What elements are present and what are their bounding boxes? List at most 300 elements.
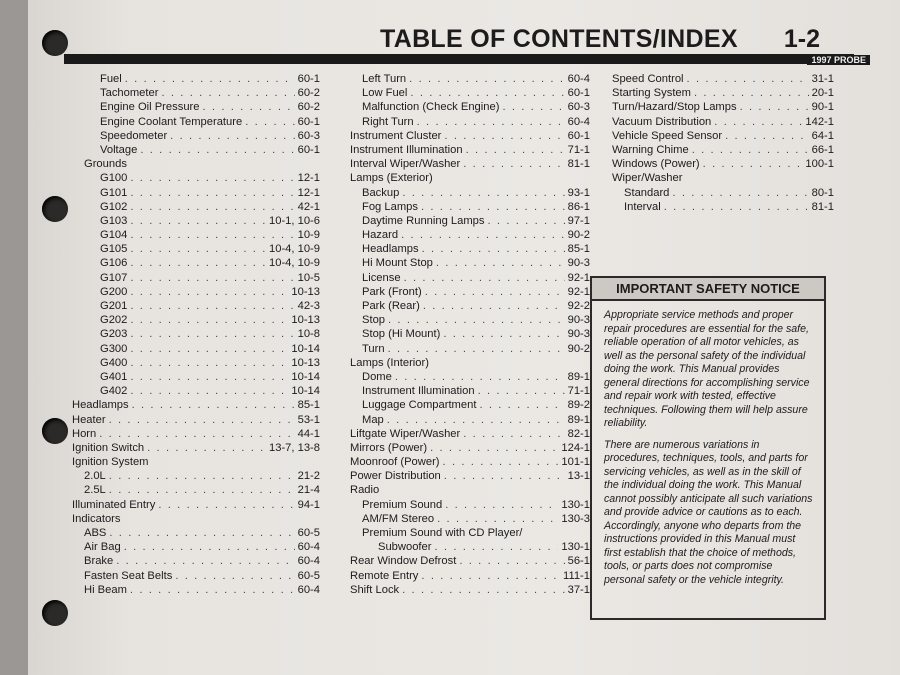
index-entry-label: G401 — [100, 370, 128, 383]
index-entry-label: Fasten Seat Belts — [84, 569, 173, 582]
dot-leader — [463, 427, 564, 441]
index-entry — [350, 554, 590, 568]
index-entry — [72, 498, 320, 512]
dot-leader — [714, 115, 802, 129]
index-entry — [72, 583, 320, 597]
index-entry-label: Vacuum Distribution — [612, 115, 712, 128]
index-entry — [72, 370, 320, 384]
index-column-2 — [350, 72, 590, 597]
dot-leader — [502, 100, 564, 114]
index-entry-label: G202 — [100, 314, 128, 327]
dot-leader — [409, 72, 564, 86]
index-entry — [612, 171, 834, 185]
dot-leader — [130, 384, 288, 398]
index-entry-label: Park (Rear) — [362, 300, 420, 312]
index-entry-page: 90-2 — [567, 342, 590, 355]
index-entry — [72, 157, 320, 171]
index-entry — [72, 200, 320, 214]
index-entry-page: 92-1 — [567, 285, 590, 298]
index-entry-label: Grounds — [84, 158, 127, 171]
index-entry-page: 130-1 — [561, 541, 590, 554]
index-entry-page: 66-1 — [811, 143, 834, 156]
index-entry — [72, 313, 320, 327]
dot-leader — [125, 72, 295, 86]
index-entry-page: 60-1 — [297, 73, 320, 85]
dot-leader — [130, 342, 288, 356]
index-entry-label: Instrument Illumination — [350, 143, 463, 156]
dot-leader — [130, 200, 294, 214]
index-entry-page: 60-3 — [297, 129, 320, 142]
index-entry-page: 81-1 — [567, 158, 590, 171]
index-entry — [612, 86, 834, 100]
dot-leader — [130, 171, 294, 185]
index-entry-label: G203 — [100, 328, 128, 341]
dot-leader — [425, 285, 565, 299]
index-entry — [72, 455, 320, 469]
index-entry-label: Speed Control — [612, 73, 684, 85]
dot-leader — [130, 313, 288, 327]
index-entry-page: 94-1 — [297, 498, 320, 511]
dot-leader — [109, 526, 294, 540]
index-entry — [72, 441, 320, 455]
dot-leader — [466, 143, 565, 157]
index-entry — [72, 171, 320, 185]
dot-leader — [443, 455, 559, 469]
index-entry — [350, 483, 590, 497]
index-entry-label: Right Turn — [362, 115, 414, 128]
index-entry-label: Rear Window Defrost — [350, 555, 457, 568]
index-entry-page: 10-14 — [291, 370, 320, 383]
index-entry-page: 124-1 — [561, 441, 590, 454]
index-entry-page: 10-9 — [297, 229, 320, 242]
index-column-1 — [72, 72, 320, 597]
index-entry-label: Stop — [362, 314, 386, 327]
dot-leader — [161, 86, 294, 100]
dot-leader — [130, 242, 266, 256]
index-entry — [350, 143, 590, 157]
index-entry-label: Stop (Hi Mount) — [362, 328, 441, 341]
index-entry-page: 12-1 — [297, 172, 320, 185]
index-entry-label: Park (Front) — [362, 285, 422, 298]
index-entry-page: 111-1 — [563, 569, 590, 582]
index-entry-label: G102 — [100, 200, 128, 213]
index-entry — [72, 540, 320, 554]
index-entry-page: 56-1 — [567, 555, 590, 568]
index-entry-page: 82-1 — [567, 427, 590, 440]
dot-leader — [130, 370, 288, 384]
index-entry — [72, 569, 320, 583]
index-entry-page: 60-4 — [567, 115, 590, 128]
dot-leader — [692, 143, 809, 157]
dot-leader — [402, 583, 564, 597]
index-entry — [350, 200, 590, 214]
index-entry-page: 60-1 — [567, 129, 590, 142]
index-entry-page: 10-5 — [297, 271, 320, 284]
index-entry-page: 80-1 — [811, 186, 834, 199]
index-entry-label: Low Fuel — [362, 87, 408, 100]
index-entry-page: 44-1 — [297, 427, 320, 440]
index-entry-page: 60-4 — [297, 541, 320, 554]
index-entry-page: 92-1 — [567, 271, 590, 284]
index-entry — [72, 228, 320, 242]
index-entry-page: 71-1 — [567, 143, 590, 156]
index-entry — [72, 469, 320, 483]
index-entry-page: 13-1 — [567, 470, 590, 483]
index-entry-page: 60-2 — [297, 87, 320, 100]
index-entry-label: Radio — [350, 484, 380, 497]
index-entry — [350, 157, 590, 171]
index-entry — [350, 327, 590, 341]
page-header — [380, 22, 820, 56]
dot-leader — [130, 583, 295, 597]
index-entry — [72, 186, 320, 200]
dot-leader — [109, 483, 295, 497]
index-entry-label: Tachometer — [100, 87, 159, 100]
dot-leader — [170, 129, 294, 143]
index-entry-label: 2.0L — [84, 470, 106, 483]
index-entry — [350, 242, 590, 256]
index-entry — [350, 129, 590, 143]
binder-hole — [42, 196, 68, 222]
index-entry-page: 89-2 — [567, 399, 590, 412]
dot-leader — [459, 554, 564, 568]
dot-leader — [402, 186, 564, 200]
dot-leader — [175, 569, 294, 583]
dot-leader — [443, 327, 564, 341]
index-entry-page: 85-1 — [567, 243, 590, 256]
index-entry-page: 89-1 — [567, 370, 590, 383]
index-entry-label: Premium Sound — [362, 498, 443, 511]
index-entry-label: Malfunction (Check Engine) — [362, 101, 500, 114]
dot-leader — [401, 228, 565, 242]
index-entry-label: License — [362, 271, 401, 284]
index-entry-label: Turn — [362, 342, 385, 355]
index-entry-page: 60-1 — [297, 143, 320, 156]
index-entry — [72, 413, 320, 427]
dot-leader — [147, 441, 266, 455]
index-entry — [72, 115, 320, 129]
index-entry-page: 20-1 — [811, 87, 834, 100]
index-entry-label: Brake — [84, 555, 114, 568]
index-entry-label: Fog Lamps — [362, 200, 418, 213]
index-entry-page: 89-1 — [567, 413, 590, 426]
index-entry-label: G402 — [100, 385, 128, 398]
index-entry-label: Instrument Illumination — [362, 385, 475, 398]
index-entry-label: G101 — [100, 186, 128, 199]
index-entry-page: 92-2 — [567, 300, 590, 312]
index-entry-label: G400 — [100, 356, 128, 369]
index-entry — [612, 129, 834, 143]
index-entry-page: 60-3 — [567, 101, 590, 114]
index-entry-page: 90-3 — [567, 328, 590, 341]
safety-notice-paragraph: Appropriate service methods and proper repair procedures are essential for the safe, reliable operation of all motor vehicles, as well as the personal safety of the individual doing the work. This Manual provides general directions for accomplishing service and repair work with tested, effective techniques. Following them will help assure reliability. — [604, 309, 810, 429]
index-entry — [350, 526, 590, 540]
index-entry-page: 130-1 — [561, 498, 590, 511]
index-entry — [72, 427, 320, 441]
index-entry-label: Hi Beam — [84, 583, 127, 596]
dot-leader — [130, 285, 288, 299]
index-entry-label: G106 — [100, 257, 128, 270]
index-entry-page: 60-4 — [297, 555, 320, 568]
dot-leader — [99, 427, 294, 441]
index-entry-label: G107 — [100, 271, 128, 284]
dot-leader — [421, 200, 565, 214]
model-tag: 1997 PROBE — [807, 55, 870, 65]
dot-leader — [664, 200, 809, 214]
dot-leader — [478, 384, 565, 398]
index-entry-label: Interval — [624, 200, 661, 213]
index-entry-label: Illuminated Entry — [72, 498, 156, 511]
dot-leader — [158, 498, 294, 512]
index-entry — [350, 171, 590, 185]
index-entry — [350, 115, 590, 129]
index-entry-page: 60-1 — [567, 87, 590, 100]
index-entry-page: 97-1 — [567, 214, 590, 227]
dot-leader — [694, 86, 809, 100]
index-entry-label: Lamps (Exterior) — [350, 172, 433, 185]
index-entry-label: Vehicle Speed Sensor — [612, 129, 723, 142]
dot-leader — [488, 214, 565, 228]
index-entry — [72, 143, 320, 157]
index-entry — [72, 554, 320, 568]
index-entry-label: Map — [362, 413, 384, 426]
index-entry — [72, 256, 320, 270]
safety-notice-title: IMPORTANT SAFETY NOTICE — [592, 278, 824, 301]
index-entry — [72, 356, 320, 370]
index-entry-page: 60-1 — [297, 115, 320, 128]
index-entry — [350, 356, 590, 370]
index-entry-page: 90-3 — [567, 314, 590, 327]
dot-leader — [124, 540, 295, 554]
dot-leader — [445, 498, 558, 512]
index-entry-label: Left Turn — [362, 73, 407, 85]
index-entry-label: Lamps (Interior) — [350, 356, 429, 369]
dot-leader — [410, 86, 564, 100]
index-entry-label: Headlamps — [362, 243, 419, 256]
index-entry — [350, 86, 590, 100]
index-entry — [350, 540, 590, 554]
index-entry-page: 31-1 — [811, 73, 834, 85]
dot-leader — [417, 115, 565, 129]
index-entry-page: 10-8 — [297, 328, 320, 341]
index-entry — [612, 72, 834, 86]
index-entry — [72, 271, 320, 285]
index-entry-label: Warning Chime — [612, 143, 689, 156]
page-number: 1-2 — [783, 24, 820, 53]
dot-leader — [130, 299, 294, 313]
index-entry-label: Heater — [72, 413, 106, 426]
index-entry-label: Fuel — [100, 73, 122, 85]
index-entry-label: Remote Entry — [350, 569, 419, 582]
index-entry — [350, 455, 590, 469]
index-entry-label: Headlamps — [72, 399, 129, 412]
index-entry-label: Engine Oil Pressure — [100, 101, 200, 114]
index-entry-label: Shift Lock — [350, 583, 400, 596]
index-entry — [350, 313, 590, 327]
dot-leader — [130, 356, 288, 370]
dot-leader — [130, 186, 294, 200]
dot-leader — [435, 540, 559, 554]
dot-leader — [479, 398, 564, 412]
index-entry-label: AM/FM Stereo — [362, 512, 435, 525]
index-entry-label: Windows (Power) — [612, 158, 700, 171]
index-entry-label: Liftgate Wiper/Washer — [350, 427, 461, 440]
index-entry — [72, 100, 320, 114]
index-entry-label: Subwoofer — [378, 541, 432, 554]
index-entry-page: 42-1 — [297, 200, 320, 213]
index-entry-label: G103 — [100, 214, 128, 227]
index-entry-page: 10-1, 10-6 — [269, 214, 320, 227]
index-entry-label: Interval Wiper/Washer — [350, 158, 461, 171]
index-entry-label: Premium Sound with CD Player/ — [362, 527, 523, 539]
dot-leader — [109, 413, 295, 427]
dot-leader — [687, 72, 809, 86]
index-entry-label: Luggage Compartment — [362, 399, 477, 412]
index-entry-page: 10-4, 10-9 — [269, 257, 320, 270]
index-entry-page: 60-5 — [297, 569, 320, 582]
index-entry-label: Horn — [72, 427, 97, 440]
dot-leader — [130, 327, 294, 341]
dot-leader — [130, 256, 266, 270]
dot-leader — [437, 512, 558, 526]
dot-leader — [703, 157, 803, 171]
index-entry-page: 90-2 — [567, 229, 590, 242]
index-entry-page: 10-14 — [291, 342, 320, 355]
index-entry-label: G105 — [100, 243, 128, 256]
dot-leader — [444, 129, 564, 143]
index-entry — [350, 271, 590, 285]
index-entry-label: G200 — [100, 285, 128, 298]
dot-leader — [388, 342, 565, 356]
index-entry-page: 42-3 — [297, 300, 320, 312]
index-entry — [72, 299, 320, 313]
dot-leader — [740, 100, 809, 114]
index-entry-page: 21-4 — [297, 484, 320, 497]
index-entry-label: Hazard — [362, 229, 399, 242]
dot-leader — [672, 186, 808, 200]
index-entry — [72, 285, 320, 299]
index-entry-label: Ignition System — [72, 456, 149, 469]
index-entry-page: 71-1 — [567, 385, 590, 398]
index-entry-label: Speedometer — [100, 129, 168, 142]
index-entry — [350, 469, 590, 483]
index-entry — [350, 214, 590, 228]
index-entry-page: 100-1 — [805, 158, 834, 171]
dot-leader — [388, 313, 565, 327]
index-entry-label: Ignition Switch — [72, 441, 145, 454]
dot-leader — [203, 100, 295, 114]
index-entry — [350, 285, 590, 299]
index-entry — [72, 242, 320, 256]
index-entry-label: G201 — [100, 300, 128, 312]
index-entry-label: Indicators — [72, 512, 121, 525]
index-entry — [350, 427, 590, 441]
index-entry-label: Daytime Running Lamps — [362, 214, 485, 227]
index-entry-label: Turn/Hazard/Stop Lamps — [612, 101, 737, 114]
index-entry — [612, 100, 834, 114]
index-entry — [350, 186, 590, 200]
dot-leader — [430, 441, 558, 455]
binder-hole — [42, 600, 68, 626]
dot-leader — [387, 413, 565, 427]
index-entry-page: 90-3 — [567, 257, 590, 270]
index-entry — [612, 200, 834, 214]
index-entry-label: Backup — [362, 186, 400, 199]
index-entry-label: G104 — [100, 229, 128, 242]
index-entry — [350, 299, 590, 313]
dot-leader — [130, 271, 294, 285]
dot-leader — [395, 370, 565, 384]
index-entry — [350, 569, 590, 583]
index-entry-label: Dome — [362, 370, 392, 383]
index-entry-page: 60-5 — [297, 527, 320, 539]
dot-leader — [463, 157, 564, 171]
index-entry — [72, 483, 320, 497]
index-entry — [72, 86, 320, 100]
index-entry — [612, 186, 834, 200]
dot-leader — [444, 469, 565, 483]
index-column-3 — [612, 72, 834, 214]
index-entry-label: Power Distribution — [350, 470, 441, 483]
index-entry — [350, 384, 590, 398]
index-entry — [72, 327, 320, 341]
dot-leader — [109, 469, 295, 483]
index-entry-label: Mirrors (Power) — [350, 441, 428, 454]
index-entry-page: 85-1 — [297, 399, 320, 412]
index-entry — [72, 342, 320, 356]
dot-leader — [130, 228, 294, 242]
index-entry — [350, 498, 590, 512]
dot-leader — [725, 129, 809, 143]
index-entry — [72, 129, 320, 143]
index-entry-page: 21-2 — [297, 470, 320, 483]
dot-leader — [422, 242, 565, 256]
index-entry-page: 10-13 — [291, 356, 320, 369]
index-entry-label: Moonroof (Power) — [350, 456, 440, 469]
index-entry — [350, 441, 590, 455]
index-entry — [350, 583, 590, 597]
index-entry-page: 142-1 — [805, 115, 834, 128]
index-entry — [72, 398, 320, 412]
index-entry-page: 10-14 — [291, 385, 320, 398]
index-entry-page: 86-1 — [567, 200, 590, 213]
dot-leader — [404, 271, 565, 285]
index-entry-page: 90-1 — [811, 101, 834, 114]
index-entry — [72, 384, 320, 398]
index-entry-label: Standard — [624, 186, 670, 199]
index-entry — [350, 370, 590, 384]
binder-hole — [42, 30, 68, 56]
index-entry-label: Air Bag — [84, 541, 121, 554]
page-title: TABLE OF CONTENTS/INDEX — [380, 24, 738, 53]
index-entry — [350, 342, 590, 356]
index-entry — [350, 398, 590, 412]
dot-leader — [245, 115, 294, 129]
index-entry-label: Engine Coolant Temperature — [100, 115, 243, 128]
index-entry — [72, 72, 320, 86]
dot-leader — [130, 214, 266, 228]
safety-notice-box — [590, 276, 826, 620]
dot-leader — [421, 569, 560, 583]
index-entry-label: Instrument Cluster — [350, 129, 442, 142]
index-entry-page: 93-1 — [567, 186, 590, 199]
index-entry — [350, 72, 590, 86]
dot-leader — [132, 398, 295, 412]
index-entry-page: 60-4 — [567, 73, 590, 85]
index-entry — [350, 256, 590, 270]
index-entry-page: 130-3 — [561, 512, 590, 525]
index-entry-label: 2.5L — [84, 484, 106, 497]
